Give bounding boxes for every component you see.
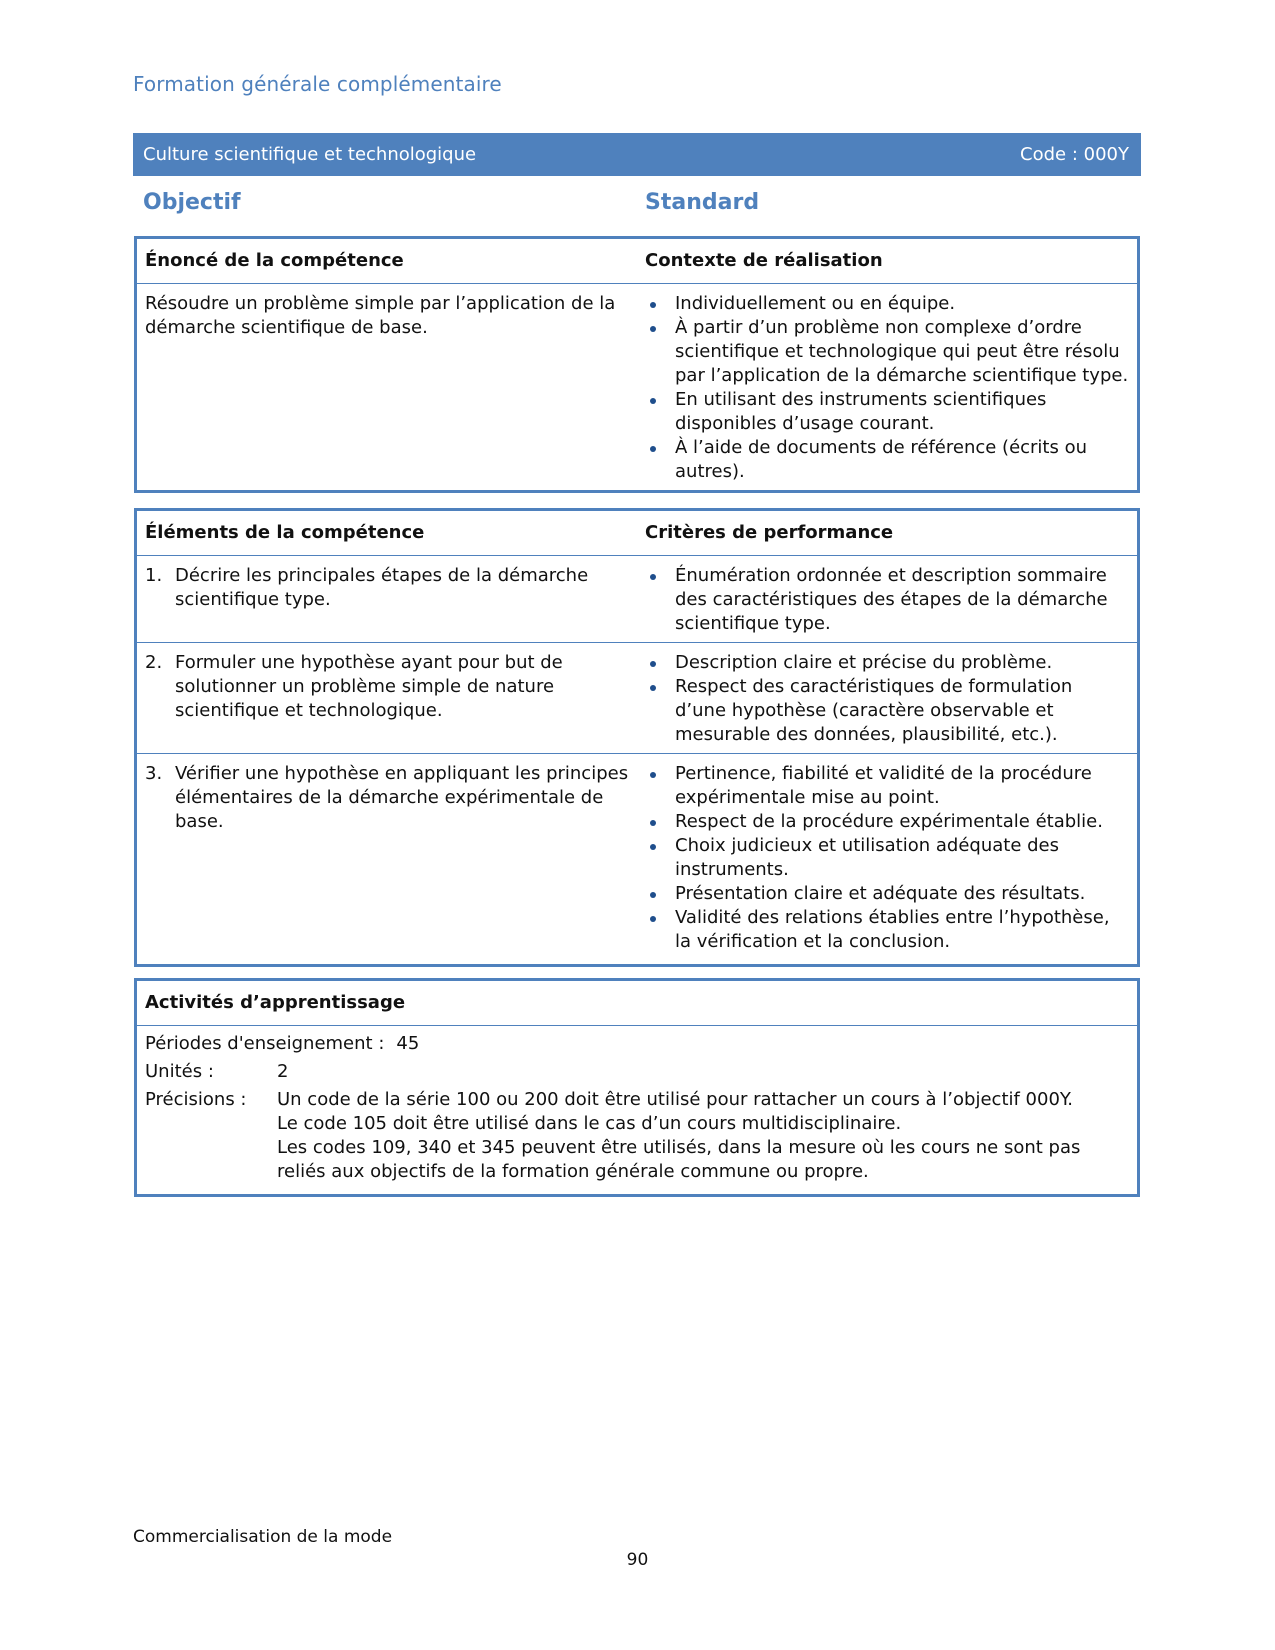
context-list bbox=[637, 284, 1137, 490]
precision-text: Un code de la série 100 ou 200 doit être utilisé pour rattacher un cours à l’objectif 000Y. bbox=[277, 1089, 1073, 1110]
table-header-row bbox=[137, 239, 1137, 283]
list-item: Présentation claire et adéquate des résultats. bbox=[645, 882, 1129, 906]
bullet-icon bbox=[650, 820, 656, 826]
units-value: 2 bbox=[277, 1061, 289, 1082]
table-header-row bbox=[137, 981, 1137, 1025]
list-item: Énumération ordonnée et description sommaire des caractéristiques des étapes de la démarche scientifique type. bbox=[645, 564, 1129, 636]
bullet-icon bbox=[650, 574, 656, 580]
periods-value: 45 bbox=[396, 1033, 420, 1054]
element-item: 1. Décrire les principales étapes de la démarche scientifique type. bbox=[145, 565, 589, 610]
bullet-icon bbox=[650, 772, 656, 778]
context-header: Contexte de réalisation bbox=[645, 250, 883, 271]
element-item: 3. Vérifier une hypothèse en appliquant les principes élémentaires de la démarche expérimentale de base. bbox=[145, 763, 629, 832]
standard-heading: Standard bbox=[645, 190, 760, 215]
statement-header: Énoncé de la compétence bbox=[145, 250, 404, 271]
table-row bbox=[137, 555, 1137, 642]
list-item: Validité des relations établies entre l’hypothèse, la vérification et la conclusion. bbox=[645, 906, 1129, 954]
competency-elements-table bbox=[134, 508, 1140, 967]
bullet-icon bbox=[650, 446, 656, 452]
footer-program: Commercialisation de la mode bbox=[133, 1527, 393, 1547]
activities-header: Activités d’apprentissage bbox=[145, 992, 406, 1013]
units-label: Unités : bbox=[145, 1061, 214, 1082]
page-number: 90 bbox=[626, 1550, 649, 1570]
bullet-icon bbox=[650, 892, 656, 898]
list-item: À l’aide de documents de référence (écrits ou autres). bbox=[645, 436, 1129, 484]
course-banner bbox=[133, 133, 1141, 176]
bullet-icon bbox=[650, 326, 656, 332]
bullet-icon bbox=[650, 661, 656, 667]
precisions-label: Précisions : bbox=[145, 1089, 247, 1110]
bullet-icon bbox=[650, 398, 656, 404]
competency-statement-table bbox=[134, 236, 1140, 493]
bullet-icon bbox=[650, 844, 656, 850]
list-item: Respect des caractéristiques de formulation d’une hypothèse (caractère observable et mesurable des données, plausibilité, etc.). bbox=[645, 675, 1129, 747]
bullet-icon bbox=[650, 302, 656, 308]
criteria-header: Critères de performance bbox=[645, 522, 894, 543]
element-item: 2. Formuler une hypothèse ayant pour but de solutionner un problème simple de nature scientifique et technologique. bbox=[145, 652, 563, 721]
list-item: Pertinence, fiabilité et validité de la procédure expérimentale mise au point. bbox=[645, 762, 1129, 810]
page-title: Formation générale complémentaire bbox=[133, 72, 502, 96]
section-headings bbox=[133, 190, 1141, 224]
list-item: En utilisant des instruments scientifiques disponibles d’usage courant. bbox=[645, 388, 1129, 436]
list-item: Individuellement ou en équipe. bbox=[645, 292, 1129, 316]
learning-activities-table bbox=[134, 978, 1140, 1197]
course-title: Culture scientifique et technologique bbox=[143, 144, 477, 165]
elements-header: Éléments de la compétence bbox=[145, 522, 425, 543]
table-row bbox=[137, 283, 1137, 490]
table-row bbox=[137, 753, 1137, 964]
competency-statement: Résoudre un problème simple par l’application de la démarche scientifique de base. bbox=[145, 293, 616, 338]
list-item: À partir d’un problème non complexe d’ordre scientifique et technologique qui peut être résolu par l’application de la démarche scientifique type. bbox=[645, 316, 1129, 388]
precision-text: Le code 105 doit être utilisé dans le cas d’un cours multidisciplinaire. bbox=[277, 1113, 902, 1134]
units-line bbox=[145, 1060, 1129, 1084]
table-header-row bbox=[137, 511, 1137, 555]
periods-label: Périodes d'enseignement : bbox=[145, 1033, 385, 1054]
table-row bbox=[137, 642, 1137, 753]
precision-text: Les codes 109, 340 et 345 peuvent être utilisés, dans la mesure où les cours ne sont pas reliés aux objectifs de la formation générale commune ou propre. bbox=[277, 1137, 1081, 1182]
course-code: Code : 000Y bbox=[1020, 144, 1129, 165]
objective-heading: Objectif bbox=[143, 190, 241, 215]
list-item: Respect de la procédure expérimentale établie. bbox=[645, 810, 1129, 834]
list-item: Description claire et précise du problème. bbox=[645, 651, 1129, 675]
periods-line bbox=[145, 1032, 1129, 1056]
precisions-line bbox=[145, 1088, 1129, 1184]
list-item: Choix judicieux et utilisation adéquate des instruments. bbox=[645, 834, 1129, 882]
bullet-icon bbox=[650, 685, 656, 691]
bullet-icon bbox=[650, 916, 656, 922]
table-row bbox=[137, 1025, 1137, 1194]
